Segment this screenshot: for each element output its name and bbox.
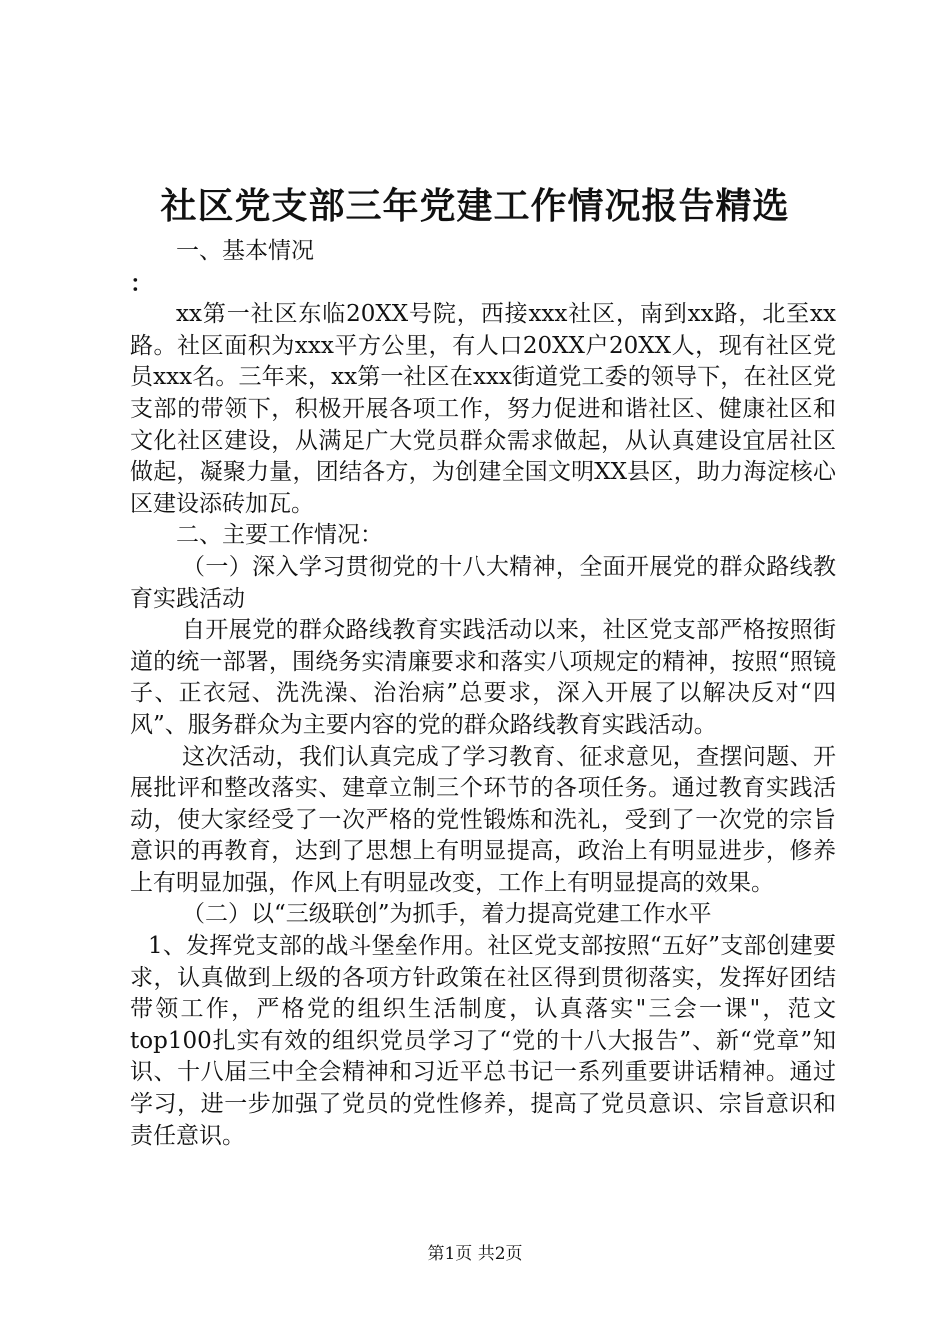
body-paragraph: xx第一社区东临20XX号院，西接xxx社区，南到xx路，北至xx路。社区面积为xxx平方公里，有人口20XX户20XX人，现有社区党员xxx名。三年来，xx第一社区在xxx街道党工委的领导下，在社区党支部的带领下，积极开展各项工作，努力促进和谐社区、健康社区和文化社区建设，从满足广大党员群众需求做起，从认真建设宜居社区做起，凝聚力量，团结各方，为创建全国文明XX县区，助力海淀核心区建设添砖加瓦。 (130, 301, 836, 517)
body-paragraph: 自开展党的群众路线教育实践活动以来，社区党支部严格按照街道的统一部署，围绕务实清廉要求和落实八项规定的精神，按照“照镜子、正衣冠、洗洗澡、治治病”总要求，深入开展了以解决反对“四风”、服务群众为主要内容的党的群众路线教育实践活动。 (130, 617, 836, 738)
subsection-heading-2: （二）以“三级联创”为抓手，着力提高党建工作水平 (182, 901, 712, 928)
subsection-heading-1: （一）深入学习贯彻党的十八大精神，全面开展党的群众路线教育实践活动 (130, 553, 836, 612)
section-heading-basic: 一、基本情况 (176, 238, 314, 264)
document-title: 社区党支部三年党建工作情况报告精选 (160, 185, 790, 227)
body-paragraph: 这次活动，我们认真完成了学习教育、征求意见，查摆问题、开展批评和整改落实、建章立制三个环节的各项任务。通过教育实践活动，使大家经受了一次严格的党性锻炼和洗礼，受到了一次党的宗旨意识的再教育，达到了思想上有明显提高，政治上有明显进步，修养上有明显加强，作风上有明显改变，工作上有明显提高的效果。 (130, 743, 836, 896)
body-paragraph: 1、发挥党支部的战斗堡垒作用。社区党支部按照“五好”支部创建要求，认真做到上级的各项方针政策在社区得到贯彻落实，发挥好团结带领工作，严格党的组织生活制度，认真落实"三会一课"，范文top100扎实有效的组织党员学习了“党的十八大报告”、新“党章”知识、十八届三中全会精神和习近平总书记一系列重要讲话精神。通过学习，进一步加强了党员的党性修养，提高了党员意识、宗旨意识和责任意识。 (130, 933, 836, 1149)
document-body (130, 236, 836, 1152)
colon-line: ： (130, 269, 153, 297)
page-footer: 第1页 共2页 (427, 1244, 523, 1264)
section-heading-work: 二、主要工作情况： (176, 522, 383, 549)
